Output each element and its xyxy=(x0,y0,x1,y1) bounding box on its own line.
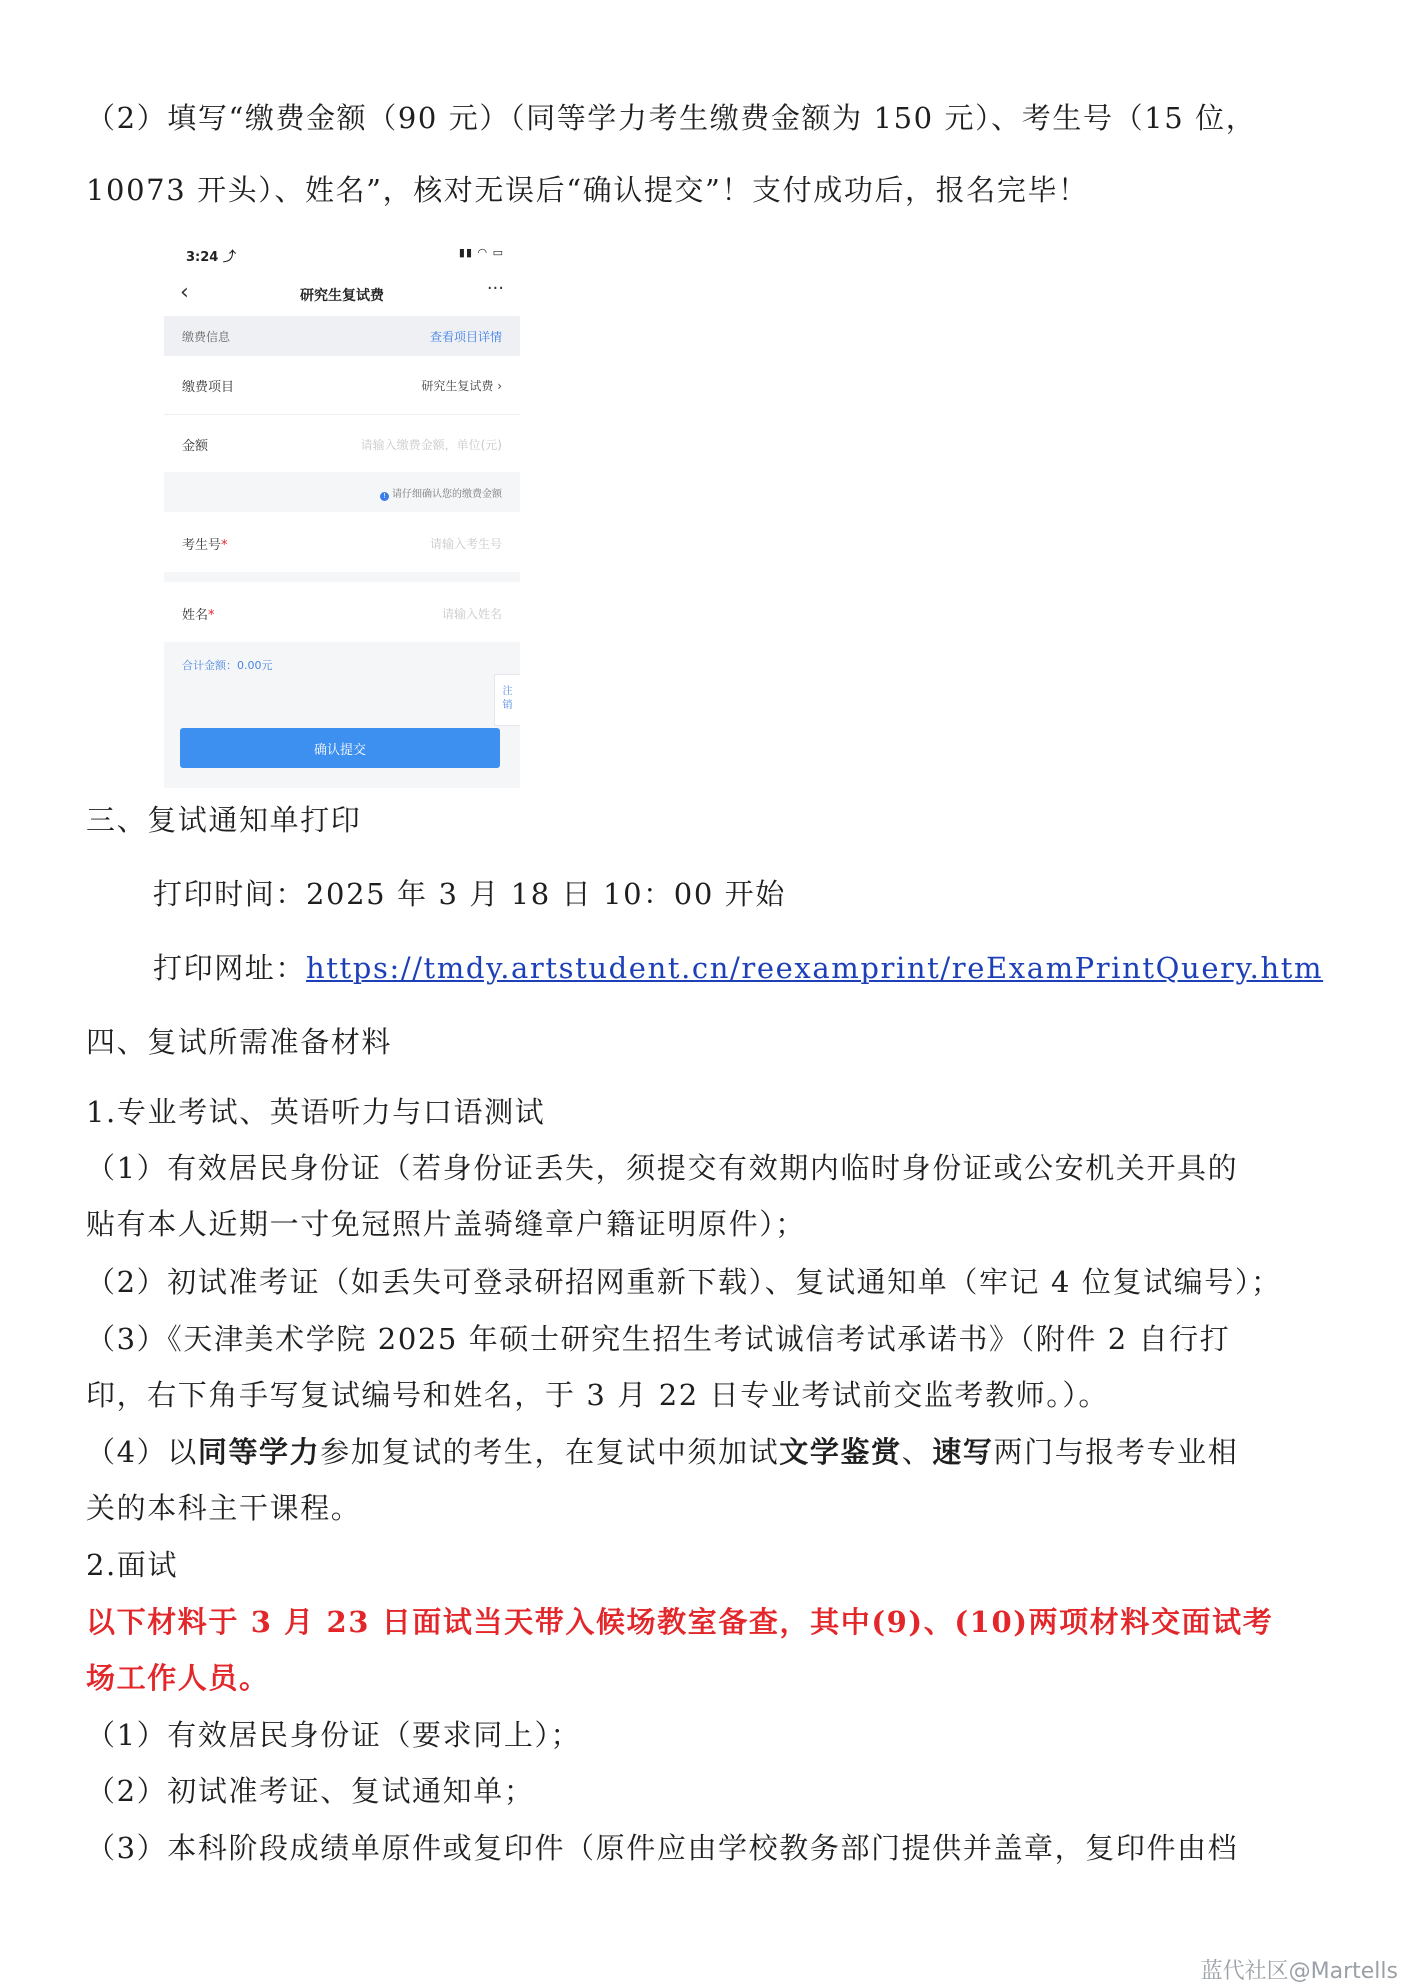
red-notice: 以下材料于 3 月 23 日面试当天带入候场教室备查，其中(9)、(10)两项材料交面试考 xyxy=(86,1605,1274,1639)
exam-label: 考生号 xyxy=(182,538,222,553)
print-url-link[interactable]: https://tmdy.artstudent.cn/reexamprint/reExamPrintQuery.htm xyxy=(306,951,1324,985)
amount-hint xyxy=(164,472,520,512)
emphasis-text: 同等学力 xyxy=(197,1435,321,1469)
total-amount: 合计金额：0.00元 xyxy=(182,659,273,672)
payment-screenshot xyxy=(164,232,520,788)
emphasis-text: 速写 xyxy=(932,1435,994,1469)
text-run: 、 xyxy=(901,1435,933,1469)
name-label: 姓名 xyxy=(182,608,209,623)
status-time: 3:24 ⤴ xyxy=(186,250,236,265)
amount-input[interactable]: 请输入缴费金额，单位(元) xyxy=(360,438,502,452)
required-mark: * xyxy=(208,608,215,623)
status-icons: ▮▮ ◠ ▭ xyxy=(458,246,504,259)
item-label: 缴费项目 xyxy=(182,380,235,395)
text-run: 参加复试的考生，在复试中须加试 xyxy=(320,1435,780,1469)
sub-heading: 1.专业考试、英语听力与口语测试 xyxy=(86,1095,546,1129)
sub-heading: 2.面试 xyxy=(86,1548,179,1582)
paragraph-line: （1）有效居民身份证（要求同上）； xyxy=(86,1718,582,1752)
text-run: 两门与报考专业相 xyxy=(993,1435,1239,1469)
print-url-line xyxy=(153,948,1323,988)
section-heading: 四、复试所需准备材料 xyxy=(86,1025,393,1059)
info-icon: ! xyxy=(380,492,389,501)
emphasis-text: 文学鉴赏 xyxy=(779,1435,902,1469)
paragraph-line: 关的本科主干课程。 xyxy=(86,1491,362,1525)
required-mark: * xyxy=(221,538,228,553)
print-url-label: 打印网址： xyxy=(153,951,307,985)
paragraph-line xyxy=(86,1432,1238,1472)
paragraph-line: 印，右下角手写复试编号和姓名，于 3 月 22 日专业考试前交监考教师。）。 xyxy=(86,1378,1110,1412)
logout-tab[interactable] xyxy=(494,674,520,726)
amount-row[interactable] xyxy=(164,415,520,472)
paragraph-line: （2）初试准考证（如丢失可登录研招网重新下载）、复试通知单（牢记 4 位复试编号）； xyxy=(86,1265,1282,1299)
amount-label: 金额 xyxy=(182,439,209,454)
item-value[interactable]: 研究生复试费 › xyxy=(421,379,502,393)
print-time: 打印时间：2025 年 3 月 18 日 10：00 开始 xyxy=(153,877,786,911)
logout-label: 注 销 xyxy=(502,686,513,711)
text-run: （4）以 xyxy=(86,1435,198,1469)
section-heading: 三、复试通知单打印 xyxy=(86,803,362,837)
view-details-link[interactable]: 查看项目详情 xyxy=(429,330,502,344)
paragraph-line: （2）初试准考证、复试通知单； xyxy=(86,1774,535,1808)
paragraph-line: 贴有本人近期一寸免冠照片盖骑缝章户籍证明原件）； xyxy=(86,1207,806,1241)
exam-number-input[interactable]: 请输入考生号 xyxy=(429,537,502,551)
hint-text: 请仔细确认您的缴费金额 xyxy=(392,489,502,500)
submit-button[interactable]: 确认提交 xyxy=(180,728,500,768)
paragraph-line: （3）《天津美术学院 2025 年硕士研究生招生考试诚信考试承诺书》（附件 2 自行打 xyxy=(86,1322,1231,1356)
item-row[interactable] xyxy=(164,356,520,415)
paragraph-line: 10073 开头）、姓名”，核对无误后“确认提交”！支付成功后，报名完毕！ xyxy=(86,173,1089,207)
info-label: 缴费信息 xyxy=(182,330,231,344)
nav-bar xyxy=(164,272,520,316)
status-bar xyxy=(164,232,520,272)
back-icon[interactable]: ‹ xyxy=(180,280,189,305)
red-notice: 场工作人员。 xyxy=(86,1661,270,1695)
exam-number-row[interactable] xyxy=(164,512,520,572)
more-icon[interactable]: ··· xyxy=(486,278,504,299)
watermark: 蓝代社区@Martells xyxy=(1200,1959,1398,1984)
name-row[interactable] xyxy=(164,582,520,642)
paragraph-line: （1）有效居民身份证（若身份证丢失，须提交有效期内临时身份证或公安机关开具的 xyxy=(86,1151,1239,1185)
page-title: 研究生复试费 xyxy=(300,288,384,304)
info-bar xyxy=(164,316,520,356)
paragraph-line: （2）填写“缴费金额（90 元）（同等学力考生缴费金额为 150 元）、考生号（15 位， xyxy=(86,101,1257,135)
name-input[interactable]: 请输入姓名 xyxy=(441,607,502,621)
paragraph-line: （3）本科阶段成绩单原件或复印件（原件应由学校教务部门提供并盖章，复印件由档 xyxy=(86,1831,1239,1865)
